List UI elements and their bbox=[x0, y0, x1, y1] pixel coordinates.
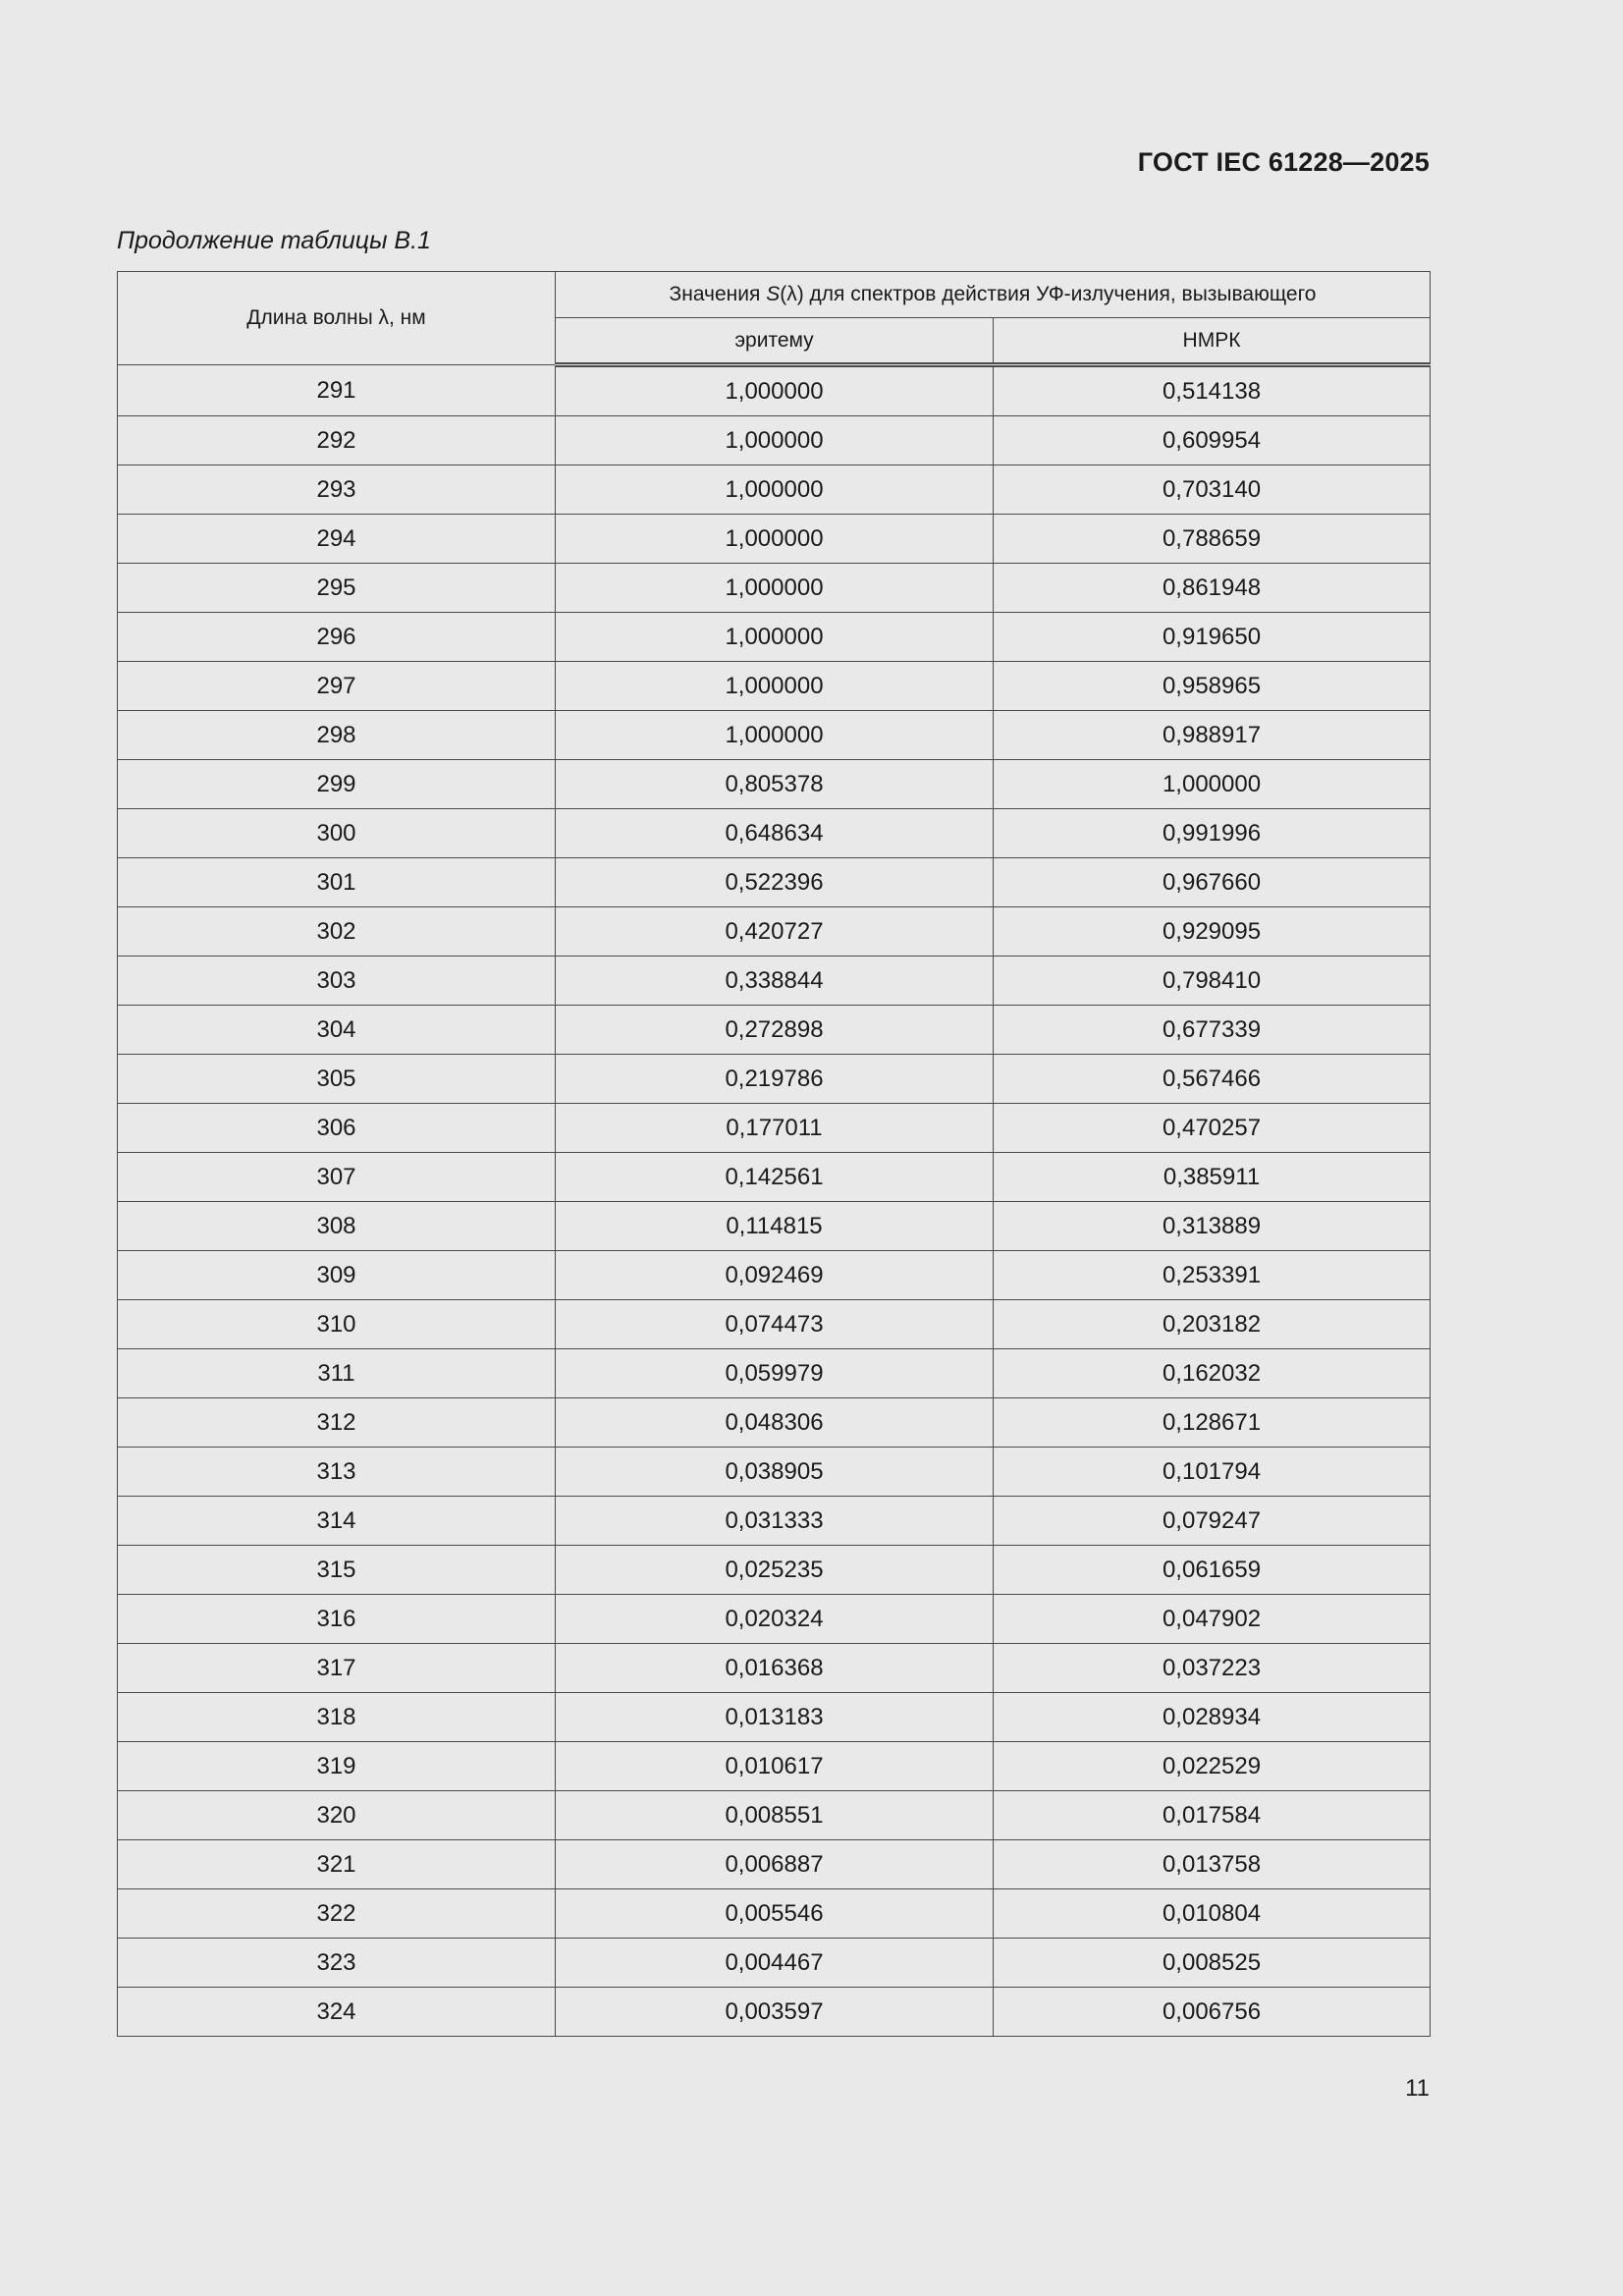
cell-wavelength: 309 bbox=[118, 1251, 556, 1300]
cell-erythema: 0,038905 bbox=[556, 1448, 994, 1497]
table-row bbox=[118, 662, 1431, 711]
table-row bbox=[118, 613, 1431, 662]
table-row bbox=[118, 1349, 1431, 1398]
table-row bbox=[118, 416, 1431, 465]
table-row bbox=[118, 1644, 1431, 1693]
table-row bbox=[118, 907, 1431, 957]
table-row bbox=[118, 1202, 1431, 1251]
table-row bbox=[118, 515, 1431, 564]
header-values-suffix: (λ) для спектров действия УФ-излучения, вызывающего bbox=[780, 283, 1317, 305]
cell-wavelength: 294 bbox=[118, 515, 556, 564]
cell-nmrk: 0,609954 bbox=[994, 416, 1431, 465]
table-row bbox=[118, 711, 1431, 760]
cell-wavelength: 322 bbox=[118, 1889, 556, 1939]
cell-erythema: 1,000000 bbox=[556, 416, 994, 465]
cell-nmrk: 0,006756 bbox=[994, 1988, 1431, 2037]
cell-erythema: 0,008551 bbox=[556, 1791, 994, 1840]
table-row bbox=[118, 365, 1431, 416]
cell-erythema: 0,005546 bbox=[556, 1889, 994, 1939]
cell-wavelength: 316 bbox=[118, 1595, 556, 1644]
cell-nmrk: 0,203182 bbox=[994, 1300, 1431, 1349]
table-row bbox=[118, 1595, 1431, 1644]
cell-nmrk: 0,385911 bbox=[994, 1153, 1431, 1202]
cell-erythema: 0,272898 bbox=[556, 1006, 994, 1055]
cell-wavelength: 314 bbox=[118, 1497, 556, 1546]
cell-wavelength: 312 bbox=[118, 1398, 556, 1448]
cell-nmrk: 0,788659 bbox=[994, 515, 1431, 564]
cell-nmrk: 0,008525 bbox=[994, 1939, 1431, 1988]
page-number: 11 bbox=[1405, 2075, 1430, 2102]
cell-erythema: 0,004467 bbox=[556, 1939, 994, 1988]
table-row bbox=[118, 1693, 1431, 1742]
cell-wavelength: 323 bbox=[118, 1939, 556, 1988]
cell-nmrk: 0,677339 bbox=[994, 1006, 1431, 1055]
cell-wavelength: 301 bbox=[118, 858, 556, 907]
cell-nmrk: 0,128671 bbox=[994, 1398, 1431, 1448]
table-row bbox=[118, 1988, 1431, 2037]
cell-erythema: 0,177011 bbox=[556, 1104, 994, 1153]
document-code-header: ГОСТ IEC 61228—2025 bbox=[1137, 147, 1430, 177]
table-row bbox=[118, 1153, 1431, 1202]
cell-wavelength: 310 bbox=[118, 1300, 556, 1349]
cell-nmrk: 0,514138 bbox=[994, 365, 1431, 416]
header-wavelength: Длина волны λ, нм bbox=[118, 272, 556, 365]
cell-wavelength: 306 bbox=[118, 1104, 556, 1153]
cell-erythema: 0,114815 bbox=[556, 1202, 994, 1251]
cell-erythema: 0,142561 bbox=[556, 1153, 994, 1202]
header-erythema: эритему bbox=[556, 318, 994, 365]
cell-wavelength: 319 bbox=[118, 1742, 556, 1791]
cell-nmrk: 0,079247 bbox=[994, 1497, 1431, 1546]
cell-wavelength: 308 bbox=[118, 1202, 556, 1251]
cell-erythema: 0,522396 bbox=[556, 858, 994, 907]
cell-wavelength: 315 bbox=[118, 1546, 556, 1595]
cell-wavelength: 293 bbox=[118, 465, 556, 515]
cell-wavelength: 317 bbox=[118, 1644, 556, 1693]
cell-wavelength: 303 bbox=[118, 957, 556, 1006]
cell-wavelength: 298 bbox=[118, 711, 556, 760]
cell-nmrk: 0,022529 bbox=[994, 1742, 1431, 1791]
cell-nmrk: 0,958965 bbox=[994, 662, 1431, 711]
table-row bbox=[118, 1300, 1431, 1349]
cell-nmrk: 0,567466 bbox=[994, 1055, 1431, 1104]
cell-nmrk: 0,037223 bbox=[994, 1644, 1431, 1693]
table-row bbox=[118, 465, 1431, 515]
table-body bbox=[118, 365, 1431, 2037]
header-values-prefix: Значения bbox=[669, 283, 767, 305]
table-row bbox=[118, 564, 1431, 613]
cell-nmrk: 0,313889 bbox=[994, 1202, 1431, 1251]
table-row bbox=[118, 1497, 1431, 1546]
table-row bbox=[118, 1448, 1431, 1497]
table-row bbox=[118, 1840, 1431, 1889]
cell-erythema: 0,013183 bbox=[556, 1693, 994, 1742]
cell-nmrk: 0,703140 bbox=[994, 465, 1431, 515]
cell-erythema: 0,003597 bbox=[556, 1988, 994, 2037]
cell-erythema: 1,000000 bbox=[556, 365, 994, 416]
cell-wavelength: 292 bbox=[118, 416, 556, 465]
cell-erythema: 1,000000 bbox=[556, 515, 994, 564]
cell-erythema: 1,000000 bbox=[556, 662, 994, 711]
cell-erythema: 0,338844 bbox=[556, 957, 994, 1006]
cell-erythema: 0,648634 bbox=[556, 809, 994, 858]
cell-nmrk: 0,929095 bbox=[994, 907, 1431, 957]
header-values bbox=[556, 272, 1431, 318]
cell-erythema: 0,074473 bbox=[556, 1300, 994, 1349]
table-caption: Продолжение таблицы В.1 bbox=[117, 227, 431, 254]
table-row bbox=[118, 957, 1431, 1006]
data-table bbox=[117, 271, 1431, 2037]
cell-wavelength: 291 bbox=[118, 365, 556, 416]
cell-erythema: 0,420727 bbox=[556, 907, 994, 957]
table-row bbox=[118, 1398, 1431, 1448]
cell-nmrk: 0,047902 bbox=[994, 1595, 1431, 1644]
cell-nmrk: 0,967660 bbox=[994, 858, 1431, 907]
table-row bbox=[118, 1055, 1431, 1104]
cell-erythema: 1,000000 bbox=[556, 613, 994, 662]
cell-wavelength: 300 bbox=[118, 809, 556, 858]
cell-nmrk: 0,253391 bbox=[994, 1251, 1431, 1300]
cell-erythema: 0,016368 bbox=[556, 1644, 994, 1693]
table-row bbox=[118, 1546, 1431, 1595]
cell-wavelength: 318 bbox=[118, 1693, 556, 1742]
cell-wavelength: 324 bbox=[118, 1988, 556, 2037]
cell-nmrk: 0,010804 bbox=[994, 1889, 1431, 1939]
table-row bbox=[118, 1006, 1431, 1055]
cell-erythema: 0,025235 bbox=[556, 1546, 994, 1595]
cell-erythema: 0,031333 bbox=[556, 1497, 994, 1546]
cell-erythema: 0,219786 bbox=[556, 1055, 994, 1104]
cell-wavelength: 304 bbox=[118, 1006, 556, 1055]
cell-nmrk: 0,017584 bbox=[994, 1791, 1431, 1840]
table-row bbox=[118, 1251, 1431, 1300]
cell-nmrk: 0,028934 bbox=[994, 1693, 1431, 1742]
cell-erythema: 1,000000 bbox=[556, 465, 994, 515]
table-row bbox=[118, 858, 1431, 907]
cell-erythema: 0,006887 bbox=[556, 1840, 994, 1889]
table-row bbox=[118, 809, 1431, 858]
cell-nmrk: 0,991996 bbox=[994, 809, 1431, 858]
cell-wavelength: 313 bbox=[118, 1448, 556, 1497]
cell-nmrk: 0,162032 bbox=[994, 1349, 1431, 1398]
cell-nmrk: 0,988917 bbox=[994, 711, 1431, 760]
table-row bbox=[118, 1889, 1431, 1939]
cell-nmrk: 0,101794 bbox=[994, 1448, 1431, 1497]
cell-nmrk: 0,470257 bbox=[994, 1104, 1431, 1153]
table-row bbox=[118, 1939, 1431, 1988]
cell-nmrk: 0,919650 bbox=[994, 613, 1431, 662]
cell-erythema: 0,092469 bbox=[556, 1251, 994, 1300]
cell-nmrk: 0,061659 bbox=[994, 1546, 1431, 1595]
header-nmrk: НМРК bbox=[994, 318, 1431, 365]
cell-wavelength: 296 bbox=[118, 613, 556, 662]
cell-erythema: 0,010617 bbox=[556, 1742, 994, 1791]
cell-nmrk: 1,000000 bbox=[994, 760, 1431, 809]
cell-wavelength: 295 bbox=[118, 564, 556, 613]
cell-wavelength: 311 bbox=[118, 1349, 556, 1398]
cell-erythema: 0,048306 bbox=[556, 1398, 994, 1448]
cell-erythema: 1,000000 bbox=[556, 711, 994, 760]
cell-wavelength: 305 bbox=[118, 1055, 556, 1104]
cell-wavelength: 297 bbox=[118, 662, 556, 711]
table-row bbox=[118, 1104, 1431, 1153]
cell-erythema: 0,059979 bbox=[556, 1349, 994, 1398]
cell-nmrk: 0,798410 bbox=[994, 957, 1431, 1006]
cell-nmrk: 0,861948 bbox=[994, 564, 1431, 613]
table-header bbox=[118, 272, 1431, 365]
cell-erythema: 0,020324 bbox=[556, 1595, 994, 1644]
cell-wavelength: 321 bbox=[118, 1840, 556, 1889]
cell-erythema: 0,805378 bbox=[556, 760, 994, 809]
header-row-1 bbox=[118, 272, 1431, 318]
cell-wavelength: 320 bbox=[118, 1791, 556, 1840]
cell-wavelength: 299 bbox=[118, 760, 556, 809]
cell-nmrk: 0,013758 bbox=[994, 1840, 1431, 1889]
table-row bbox=[118, 1791, 1431, 1840]
table-row bbox=[118, 760, 1431, 809]
table-row bbox=[118, 1742, 1431, 1791]
cell-erythema: 1,000000 bbox=[556, 564, 994, 613]
cell-wavelength: 302 bbox=[118, 907, 556, 957]
header-values-symbol: S bbox=[766, 283, 781, 305]
cell-wavelength: 307 bbox=[118, 1153, 556, 1202]
